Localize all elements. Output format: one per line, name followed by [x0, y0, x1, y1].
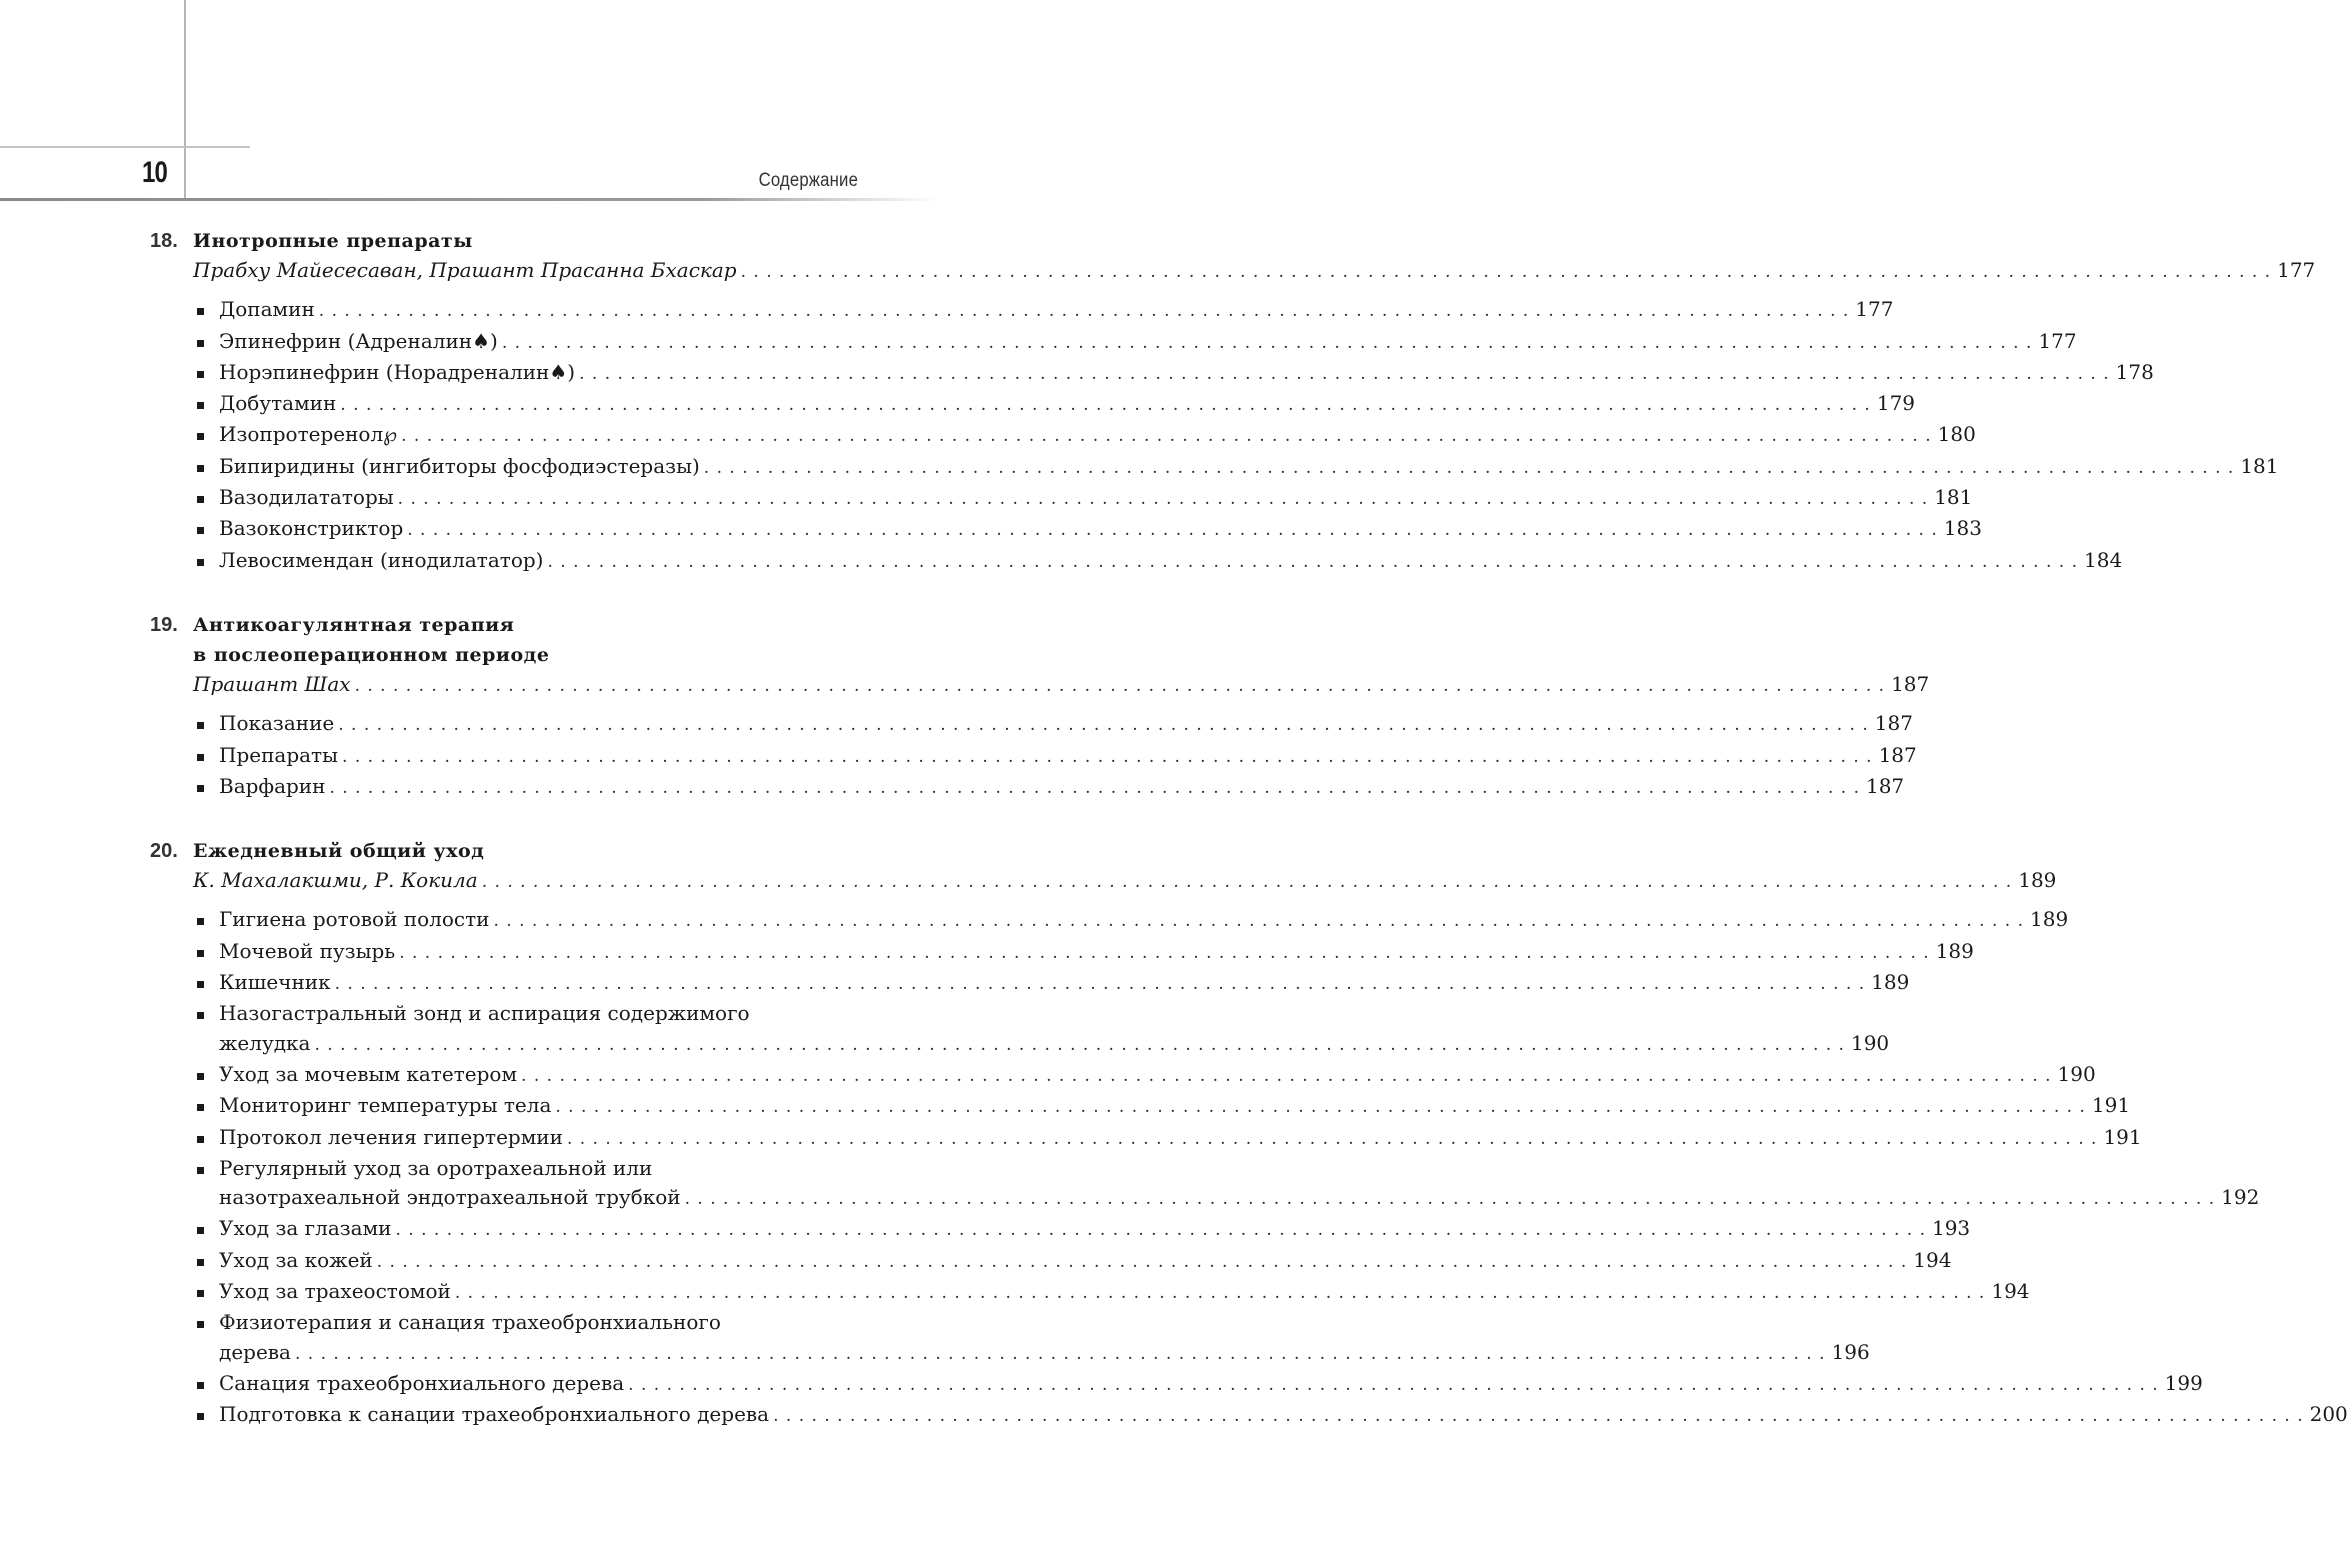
entry-page-number: 193: [1931, 1216, 1971, 1241]
dot-leader: . . . . . . . . . . . . . . . . . . . . . . . . . . . . . . . . . . . . . . . . . . . . . . . . . . . . . . . . . . . . . . . . . . . . . . . . . . . . . . . . . . . . . . . . . . . . . . . . . . . . . . . . . . . . . . . . . . . . . . . .: [376, 1251, 1908, 1272]
header-top-rule: [0, 146, 250, 148]
square-bullet-icon: [197, 999, 205, 1028]
chapter-title-line: в послеоперационном периоде: [193, 643, 550, 666]
toc-item[interactable]: [150, 327, 2077, 358]
entry-page-number: 181: [1934, 485, 1973, 510]
chapter-authors[interactable]: [150, 866, 2057, 897]
entry-title: Показание: [219, 711, 335, 736]
dot-leader: . . . . . . . . . . . . . . . . . . . . . . . . . . . . . . . . . . . . . . . . . . . . . . . . . . . . . . . . . . . . . . . . . . . . . . . . . . . . . . . . . . . . . . . . . . . . . . . . . . . . . . . . . . . . . . . . . . . . . . . .: [329, 777, 1860, 798]
chapter-number: 20.: [150, 840, 178, 863]
chapter-18: [150, 226, 2316, 577]
entry-page-number: 183: [1943, 516, 1982, 541]
entry-page-number: 187: [1878, 742, 1917, 767]
chapter-authors[interactable]: [150, 670, 1930, 701]
chapter-heading[interactable]: [150, 836, 858, 866]
dot-leader: . . . . . . . . . . . . . . . . . . . . . . . . . . . . . . . . . . . . . . . . . . . . . . . . . . . . . . . . . . . . . . . . . . . . . . . . . . . . . . . . . . . . . . . . . . . . . . . . . . . . . . . . . . . . . . . . . . . . . . . .: [314, 1034, 1845, 1055]
entry-title: Добутамин: [219, 391, 337, 416]
entry-title-first-line: Назогастральный зонд и аспирация содержимого: [219, 1001, 750, 1026]
toc-entry[interactable]: [219, 709, 1913, 740]
toc-item[interactable]: [150, 937, 1974, 968]
entry-page-number: 190: [1850, 1030, 1890, 1055]
square-bullet-icon: [197, 1091, 205, 1120]
entry-title-first-line: Физиотерапия и санация трахеобронхиального: [219, 1310, 721, 1335]
toc-item[interactable]: [150, 1369, 2203, 1400]
entry-page-number: 194: [1913, 1247, 1952, 1272]
toc-item[interactable]: [150, 905, 2069, 936]
entry-page-number: 199: [2164, 1370, 2203, 1395]
entry-page-number: 189: [2030, 907, 2069, 932]
entry-page-number: 177: [1855, 297, 1894, 322]
entry-title: Прабху Майесесаван, Прашант Прасанна Бхаскар: [193, 258, 737, 282]
entry-title: Препараты: [219, 742, 339, 767]
entry-title: Эпинефрин (Адреналин♠): [219, 328, 498, 353]
entry-title-first-line: Регулярный уход за оротрахеальной или: [219, 1155, 653, 1180]
toc-item[interactable]: [150, 741, 1917, 772]
toc-item[interactable]: [150, 1308, 1870, 1369]
entry-title: К. Махалакшми, Р. Кокила: [193, 868, 478, 893]
dot-leader: . . . . . . . . . . . . . . . . . . . . . . . . . . . . . . . . . . . . . . . . . . . . . . . . . . . . . . . . . . . . . . . . . . . . . . . . . . . . . . . . . . . . . . . . . . . . . . . . . . . . . . . . . . . . . . . . . . . . . . . .: [334, 974, 1866, 995]
entry-page-number: 192: [2221, 1185, 2260, 1210]
square-bullet-icon: [197, 327, 205, 356]
dot-leader: . . . . . . . . . . . . . . . . . . . . . . . . . . . . . . . . . . . . . . . . . . . . . . . . . . . . . . . . . . . . . . . . . . . . . . . . . . . . . . . . . . . . . . . . . . . . . . . . . . . . . . . . . . . . . . . . . . . . . . . .: [401, 426, 1932, 447]
entry-page-number: 191: [2091, 1093, 2131, 1118]
dot-leader: . . . . . . . . . . . . . . . . . . . . . . . . . . . . . . . . . . . . . . . . . . . . . . . . . . . . . . . . . . . . . . . . . . . . . . . . . . . . . . . . . . . . . . . . . . . . . . . . . . . . . . . . . . . . . . . . . . . . . . . .: [318, 301, 1850, 322]
entry-title: Уход за мочевым катетером: [219, 1061, 518, 1086]
dot-leader: . . . . . . . . . . . . . . . . . . . . . . . . . . . . . . . . . . . . . . . . . . . . . . . . . . . . . . . . . . . . . . . . . . . . . . . . . . . . . . . . . . . . . . . . . . . . . . . . . . . . . . . . . . . . . . . . . . . . . . . .: [481, 872, 2013, 893]
toc-entry[interactable]: [219, 452, 2279, 483]
entry-page-number: 189: [1871, 970, 1910, 995]
dot-leader: . . . . . . . . . . . . . . . . . . . . . . . . . . . . . . . . . . . . . . . . . . . . . . . . . . . . . . . . . . . . . . . . . . . . . . . . . . . . . . . . . . . . . . . . . . . . . . . . . . . . . . . . . . . . . . . . . . . . . . . .: [684, 1189, 2216, 1210]
square-bullet-icon: [197, 546, 205, 575]
dot-leader: . . . . . . . . . . . . . . . . . . . . . . . . . . . . . . . . . . . . . . . . . . . . . . . . . . . . . . . . . . . . . . . . . . . . . . . . . . . . . . . . . . . . . . . . . . . . . . . . . . . . . . . . . . . . . . . . . . . . . . . .: [566, 1128, 2098, 1149]
entry-page-number: 184: [2084, 547, 2123, 572]
toc-item[interactable]: [150, 514, 1982, 545]
toc-item[interactable]: [150, 1154, 2260, 1215]
toc-entry[interactable]: [219, 420, 1976, 451]
square-bullet-icon: [197, 772, 205, 801]
toc-item[interactable]: [150, 546, 2123, 577]
entry-page-number: 187: [1891, 671, 1930, 696]
entry-title: Прашант Шах: [193, 671, 351, 696]
toc-entry[interactable]: [219, 389, 1916, 420]
table-of-contents: [150, 226, 2348, 1465]
square-bullet-icon: [197, 968, 205, 997]
dot-leader: . . . . . . . . . . . . . . . . . . . . . . . . . . . . . . . . . . . . . . . . . . . . . . . . . . . . . . . . . . . . . . . . . . . . . . . . . . . . . . . . . . . . . . . . . . . . . . . . . . . . . . . . . . . . . . . . . . . . . . . .: [454, 1283, 1986, 1304]
dot-leader: . . . . . . . . . . . . . . . . . . . . . . . . . . . . . . . . . . . . . . . . . . . . . . . . . . . . . . . . . . . . . . . . . . . . . . . . . . . . . . . . . . . . . . . . . . . . . . . . . . . . . . . . . . . . . . . . . . . . . . . .: [354, 675, 1886, 696]
entry-page-number: 194: [1991, 1279, 2030, 1304]
toc-entry[interactable]: [219, 772, 1905, 803]
square-bullet-icon: [197, 452, 205, 481]
entry-title: Бипиридины (ингибиторы фосфодиэстеразы): [219, 453, 700, 478]
entry-title: Вазодилататоры: [219, 485, 394, 510]
entry-title: дерева: [219, 1339, 291, 1364]
entry-title: Варфарин: [219, 773, 326, 798]
chapter-heading[interactable]: [150, 610, 858, 670]
chapter-number: 19.: [150, 613, 178, 636]
toc-entry[interactable]: [219, 1277, 2030, 1308]
toc-entry[interactable]: [219, 1338, 1870, 1369]
square-bullet-icon: [197, 1308, 205, 1337]
toc-item[interactable]: [150, 1246, 1952, 1277]
dot-leader: . . . . . . . . . . . . . . . . . . . . . . . . . . . . . . . . . . . . . . . . . . . . . . . . . . . . . . . . . . . . . . . . . . . . . . . . . . . . . . . . . . . . . . . . . . . . . . . . . . . . . . . . . . . . . . . . . . . . . . . .: [342, 746, 1873, 767]
toc-entry[interactable]: [219, 1369, 2203, 1400]
entry-page-number: 187: [1865, 773, 1905, 798]
entry-page-number: 181: [2240, 453, 2279, 478]
toc-item[interactable]: [150, 1060, 2096, 1091]
toc-item[interactable]: [150, 420, 1976, 451]
entry-title: Допамин: [219, 297, 315, 322]
toc-entry[interactable]: [219, 1183, 2260, 1214]
dot-leader: . . . . . . . . . . . . . . . . . . . . . . . . . . . . . . . . . . . . . . . . . . . . . . . . . . . . . . . . . . . . . . . . . . . . . . . . . . . . . . . . . . . . . . . . . . . . . . . . . . . . . . . . . . . . . . . . . . . . . . . .: [338, 715, 1869, 736]
entry-page-number: 189: [1935, 938, 1974, 963]
section-list: [150, 709, 1917, 803]
dot-leader: . . . . . . . . . . . . . . . . . . . . . . . . . . . . . . . . . . . . . . . . . . . . . . . . . . . . . . . . . . . . . . . . . . . . . . . . . . . . . . . . . . . . . . . . . . . . . . . . . . . . . . . . . . . . . . . . . . . . . . . .: [340, 395, 1871, 416]
entry-page-number: 191: [2103, 1124, 2142, 1149]
entry-page-number: 190: [2057, 1061, 2096, 1086]
entry-page-number: 177: [2277, 258, 2316, 282]
square-bullet-icon: [197, 1123, 205, 1152]
toc-item[interactable]: [150, 452, 2279, 483]
toc-entry[interactable]: [219, 514, 1982, 545]
dot-leader: . . . . . . . . . . . . . . . . . . . . . . . . . . . . . . . . . . . . . . . . . . . . . . . . . . . . . . . . . . . . . . . . . . . . . . . . . . . . . . . . . . . . . . . . . . . . . . . . . . . . . . . . . . . . . . . . . . . . . . . .: [628, 1374, 2159, 1395]
entry-title: Левосимендан (инодилататор): [219, 547, 544, 572]
toc-entry[interactable]: [219, 1246, 1952, 1277]
entry-page-number: 200: [2309, 1402, 2348, 1427]
entry-page-number: 187: [1874, 711, 1913, 736]
toc-item[interactable]: [150, 1123, 2142, 1154]
square-bullet-icon: [197, 1214, 205, 1243]
entry-title: Изопротеренол℘: [219, 422, 398, 447]
square-bullet-icon: [197, 295, 205, 324]
toc-entry[interactable]: [219, 358, 2154, 389]
entry-title: Подготовка к санации трахеобронхиального дерева: [219, 1402, 770, 1427]
square-bullet-icon: [197, 937, 205, 966]
dot-leader: . . . . . . . . . . . . . . . . . . . . . . . . . . . . . . . . . . . . . . . . . . . . . . . . . . . . . . . . . . . . . . . . . . . . . . . . . . . . . . . . . . . . . . . . . . . . . . . . . . . . . . . . . . . . . . . . . . . . . . . .: [501, 332, 2033, 353]
square-bullet-icon: [197, 741, 205, 770]
toc-entry[interactable]: [219, 905, 2069, 936]
entry-title: Уход за кожей: [219, 1247, 373, 1272]
toc-entry[interactable]: [219, 1029, 1890, 1060]
section-list: [150, 905, 2348, 1431]
toc-item[interactable]: [150, 968, 1910, 999]
square-bullet-icon: [197, 1400, 205, 1429]
entry-page-number: 178: [2115, 359, 2154, 384]
square-bullet-icon: [197, 905, 205, 934]
dot-leader: . . . . . . . . . . . . . . . . . . . . . . . . . . . . . . . . . . . . . . . . . . . . . . . . . . . . . . . . . . . . . . . . . . . . . . . . . . . . . . . . . . . . . . . . . . . . . . . . . . . . . . . . . . . . . . . . . . . . . . . .: [294, 1343, 1826, 1364]
toc-entry[interactable]: [219, 968, 1910, 999]
toc-item[interactable]: [150, 358, 2154, 389]
toc-entry[interactable]: [219, 937, 1974, 968]
dot-leader: . . . . . . . . . . . . . . . . . . . . . . . . . . . . . . . . . . . . . . . . . . . . . . . . . . . . . . . . . . . . . . . . . . . . . . . . . . . . . . . . . . . . . . . . . . . . . . . . . . . . . . . . . . . . . . . . . . . . . . . .: [399, 942, 1930, 963]
square-bullet-icon: [197, 358, 205, 387]
square-bullet-icon: [197, 389, 205, 418]
dot-leader: . . . . . . . . . . . . . . . . . . . . . . . . . . . . . . . . . . . . . . . . . . . . . . . . . . . . . . . . . . . . . . . . . . . . . . . . . . . . . . . . . . . . . . . . . . . . . . . . . . . . . . . . . . . . . . . . . . . . . . . .: [547, 551, 2078, 572]
dot-leader: . . . . . . . . . . . . . . . . . . . . . . . . . . . . . . . . . . . . . . . . . . . . . . . . . . . . . . . . . . . . . . . . . . . . . . . . . . . . . . . . . . . . . . . . . . . . . . . . . . . . . . . . . . . . . . . . . . . . . . . .: [579, 363, 2110, 384]
chapter-title-line: Инотропные препараты: [193, 230, 473, 252]
entry-title: назотрахеальной эндотрахеальной трубкой: [219, 1185, 681, 1210]
toc-entry[interactable]: [219, 1123, 2142, 1154]
square-bullet-icon: [197, 1369, 205, 1398]
dot-leader: . . . . . . . . . . . . . . . . . . . . . . . . . . . . . . . . . . . . . . . . . . . . . . . . . . . . . . . . . . . . . . . . . . . . . . . . . . . . . . . . . . . . . . . . . . . . . . . . . . . . . . . . . . . . . . . . . . . . . . . .: [555, 1097, 2086, 1118]
entry-title: Гигиена ротовой полости: [219, 907, 490, 932]
dot-leader: . . . . . . . . . . . . . . . . . . . . . . . . . . . . . . . . . . . . . . . . . . . . . . . . . . . . . . . . . . . . . . . . . . . . . . . . . . . . . . . . . . . . . . . . . . . . . . . . . . . . . . . . . . . . . . . . . . . . . . . .: [703, 457, 2235, 478]
header-bottom-rule: [0, 198, 940, 201]
entry-title: Норэпинефрин (Норадреналин♠): [219, 359, 576, 384]
toc-entry[interactable]: [219, 741, 1917, 772]
dot-leader: . . . . . . . . . . . . . . . . . . . . . . . . . . . . . . . . . . . . . . . . . . . . . . . . . . . . . . . . . . . . . . . . . . . . . . . . . . . . . . . . . . . . . . . . . . . . . . . . . . . . . . . . . . . . . . . . . . . . . . . .: [395, 1220, 1926, 1241]
dot-leader: . . . . . . . . . . . . . . . . . . . . . . . . . . . . . . . . . . . . . . . . . . . . . . . . . . . . . . . . . . . . . . . . . . . . . . . . . . . . . . . . . . . . . . . . . . . . . . . . . . . . . . . . . . . . . . . . . . . . . . . .: [397, 489, 1929, 510]
square-bullet-icon: [197, 1060, 205, 1089]
square-bullet-icon: [197, 709, 205, 738]
entry-page-number: 179: [1876, 391, 1916, 416]
toc-item[interactable]: [150, 483, 1973, 514]
entry-title: Вазоконстриктор: [219, 516, 404, 541]
entry-title: Мониторинг температуры тела: [219, 1093, 552, 1118]
toc-entry[interactable]: [219, 295, 1894, 326]
dot-leader: . . . . . . . . . . . . . . . . . . . . . . . . . . . . . . . . . . . . . . . . . . . . . . . . . . . . . . . . . . . . . . . . . . . . . . . . . . . . . . . . . . . . . . . . . . . . . . . . . . . . . . . . . . . . . . . . . . . . . . . .: [521, 1065, 2052, 1086]
entry-title: Мочевой пузырь: [219, 938, 396, 963]
entry-page-number: 196: [1831, 1339, 1870, 1364]
toc-item[interactable]: [150, 1091, 2131, 1122]
toc-item[interactable]: [150, 999, 1890, 1060]
toc-entry[interactable]: [219, 1400, 2348, 1431]
square-bullet-icon: [197, 420, 205, 449]
dot-leader: . . . . . . . . . . . . . . . . . . . . . . . . . . . . . . . . . . . . . . . . . . . . . . . . . . . . . . . . . . . . . . . . . . . . . . . . . . . . . . . . . . . . . . . . . . . . . . . . . . . . . . . . . . . . . . . . . . . . . . . .: [740, 262, 2272, 282]
toc-item[interactable]: [150, 295, 1894, 326]
toc-item[interactable]: [150, 1277, 2030, 1308]
toc-entry[interactable]: [219, 1214, 1971, 1245]
square-bullet-icon: [197, 1154, 205, 1183]
toc-item[interactable]: [150, 709, 1913, 740]
toc-item[interactable]: [150, 1400, 2348, 1431]
dot-leader: . . . . . . . . . . . . . . . . . . . . . . . . . . . . . . . . . . . . . . . . . . . . . . . . . . . . . . . . . . . . . . . . . . . . . . . . . . . . . . . . . . . . . . . . . . . . . . . . . . . . . . . . . . . . . . . . . . . . . . . .: [493, 911, 2024, 932]
square-bullet-icon: [197, 1277, 205, 1306]
entry-title: Уход за глазами: [219, 1216, 392, 1241]
entry-title: Протокол лечения гипертермии: [219, 1124, 563, 1149]
chapter-title: [193, 226, 858, 256]
chapter-title: [193, 610, 858, 670]
entry-page-number: 189: [2018, 868, 2057, 893]
chapter-title: [193, 836, 858, 866]
chapter-heading[interactable]: [150, 226, 858, 256]
header-vertical-rule: [184, 0, 186, 200]
entry-title: Кишечник: [219, 970, 331, 995]
chapter-number: 18.: [150, 230, 178, 252]
entry-title: Санация трахеобронхиального дерева: [219, 1370, 625, 1395]
toc-item[interactable]: [150, 389, 1916, 420]
toc-entry[interactable]: [219, 1060, 2096, 1091]
running-title: Содержание: [758, 170, 858, 191]
section-list: [150, 295, 2279, 577]
chapter-19: [150, 610, 1930, 803]
dot-leader: . . . . . . . . . . . . . . . . . . . . . . . . . . . . . . . . . . . . . . . . . . . . . . . . . . . . . . . . . . . . . . . . . . . . . . . . . . . . . . . . . . . . . . . . . . . . . . . . . . . . . . . . . . . . . . . . . . . . . . . .: [407, 520, 1938, 541]
entry-page-number: 177: [2038, 328, 2077, 353]
toc-entry[interactable]: [219, 1091, 2131, 1122]
toc-entry[interactable]: [219, 327, 2077, 358]
square-bullet-icon: [197, 514, 205, 543]
entry-title: желудка: [219, 1030, 311, 1055]
toc-item[interactable]: [150, 1214, 1971, 1245]
page-number: 10: [142, 156, 168, 189]
dot-leader: . . . . . . . . . . . . . . . . . . . . . . . . . . . . . . . . . . . . . . . . . . . . . . . . . . . . . . . . . . . . . . . . . . . . . . . . . . . . . . . . . . . . . . . . . . . . . . . . . . . . . . . . . . . . . . . . . . . . . . . .: [773, 1406, 2304, 1427]
square-bullet-icon: [197, 483, 205, 512]
square-bullet-icon: [197, 1246, 205, 1275]
toc-entry[interactable]: [219, 483, 1973, 514]
chapter-title-line: Антикоагулянтная терапия: [193, 613, 515, 636]
entry-title: Уход за трахеостомой: [219, 1279, 451, 1304]
chapter-title-line: Ежедневный общий уход: [193, 840, 485, 863]
entry-page-number: 180: [1937, 422, 1976, 447]
toc-entry[interactable]: [219, 546, 2123, 577]
chapter-authors[interactable]: [150, 256, 2316, 287]
toc-item[interactable]: [150, 772, 1905, 803]
chapter-20: [150, 836, 2348, 1431]
